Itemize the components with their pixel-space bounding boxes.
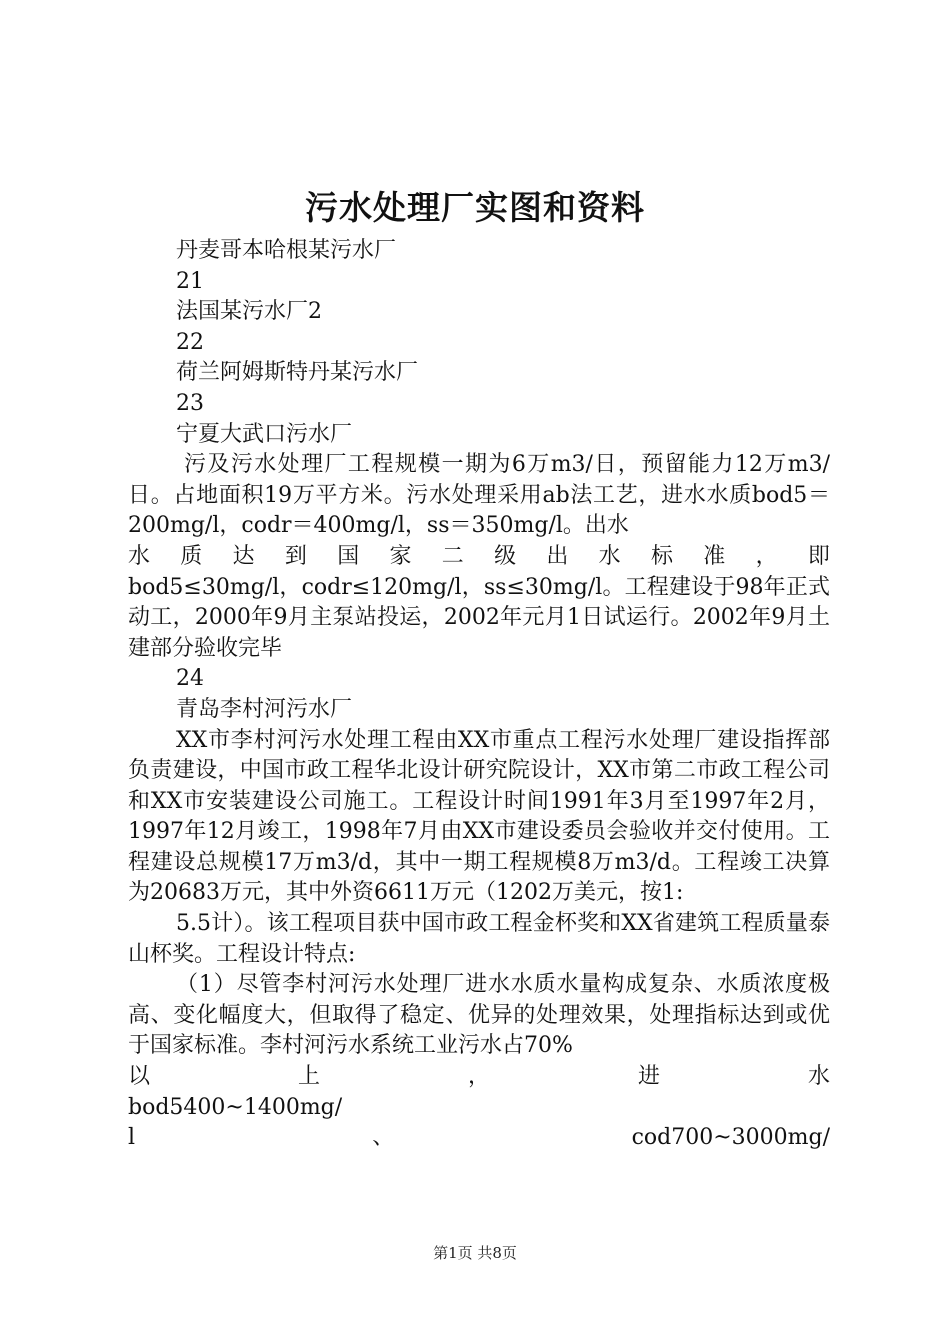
page-footer: 第1页 共8页	[433, 1244, 517, 1262]
text-line: 法国某污水厂2	[176, 299, 322, 325]
spread-char: 水	[598, 543, 621, 569]
paragraph-feature-1: （1）尽管李村河污水处理厂进水水质水量构成复杂、水质浓度极高、变化幅度大，但取得了稳定、优异的处理效果，处理指标达到或优于国家标准。李村河污水系统工业污水占70%	[128, 972, 830, 1059]
spread-char: 二	[441, 543, 464, 569]
spread-char: 标	[650, 543, 673, 569]
justified-line	[128, 542, 830, 573]
text-line: 丹麦哥本哈根某污水厂	[176, 238, 397, 263]
spread-char: 水	[128, 543, 151, 569]
spread-char: cod700~3000mg/	[631, 1125, 830, 1151]
justified-line	[128, 1062, 830, 1093]
text-line: 23	[176, 390, 204, 416]
spread-char: 以	[128, 1064, 151, 1090]
spread-char: 进	[637, 1064, 660, 1090]
spread-char: 家	[389, 543, 412, 569]
spread-char: 国	[337, 543, 360, 569]
spread-char: 、	[372, 1125, 395, 1151]
paragraph-award: 5.5计）。该工程项目获中国市政工程金杯奖和XX省建筑工程质量泰山杯奖。工程设计特点:	[128, 911, 830, 967]
spread-char: 质	[180, 543, 203, 569]
text-line: 荷兰阿姆斯特丹某污水厂	[176, 360, 419, 386]
spread-char: 准	[703, 543, 726, 569]
spread-char: 上	[297, 1064, 320, 1090]
text-line: 青岛李村河污水厂	[176, 696, 353, 722]
spread-char: 水	[807, 1064, 830, 1090]
text-line: 21	[176, 268, 204, 294]
document-title: 污水处理厂实图和资料	[305, 188, 645, 227]
text-line: bod5400~1400mg/	[128, 1094, 343, 1120]
text-line: 宁夏大武口污水厂	[176, 421, 353, 447]
spread-char: 达	[232, 543, 255, 569]
paragraph-qingdao: XX市李村河污水处理工程由XX市重点工程污水处理厂建设指挥部负责建设，中国市政工程华北设计研究院设计，XX市第二市政工程公司和XX市安装建设公司施工。工程设计时间1991年3月至1997年2月，1997年12月竣工，1998年7月由XX市建设委员会验收并交付使用。工程建设总规模17万m3/d，其中一期工程规模8万m3/d。工程竣工决算为20683万元，其中外资6611万元（1202万美元，按1:	[128, 727, 830, 906]
spread-char: 即	[807, 543, 830, 569]
text-line: 22	[176, 329, 204, 355]
spread-char: 级	[494, 543, 517, 569]
spread-char: ，	[755, 543, 778, 569]
spread-char: 到	[284, 543, 307, 569]
paragraph-ningxia-b: bod5≤30mg/l，codr≤120mg/l，ss≤30mg/l。工程建设于98年正式动工，2000年9月主泵站投运，2002年元月1日试运行。2002年9月土建部分验收完毕	[128, 574, 830, 661]
spread-char: ，	[467, 1064, 490, 1090]
spread-char: l	[128, 1125, 136, 1151]
paragraph-ningxia-a: 污及污水处理厂工程规模一期为6万m3/日，预留能力12万m3/日。占地面积19万平方米。污水处理采用ab法工艺，进水水质bod5＝200mg/l，codr＝400mg/l，ss＝350mg/l。出水	[128, 452, 830, 539]
text-line: 24	[176, 666, 204, 692]
spread-char: 出	[546, 543, 569, 569]
document-body	[128, 236, 830, 1154]
justified-line	[128, 1123, 830, 1154]
